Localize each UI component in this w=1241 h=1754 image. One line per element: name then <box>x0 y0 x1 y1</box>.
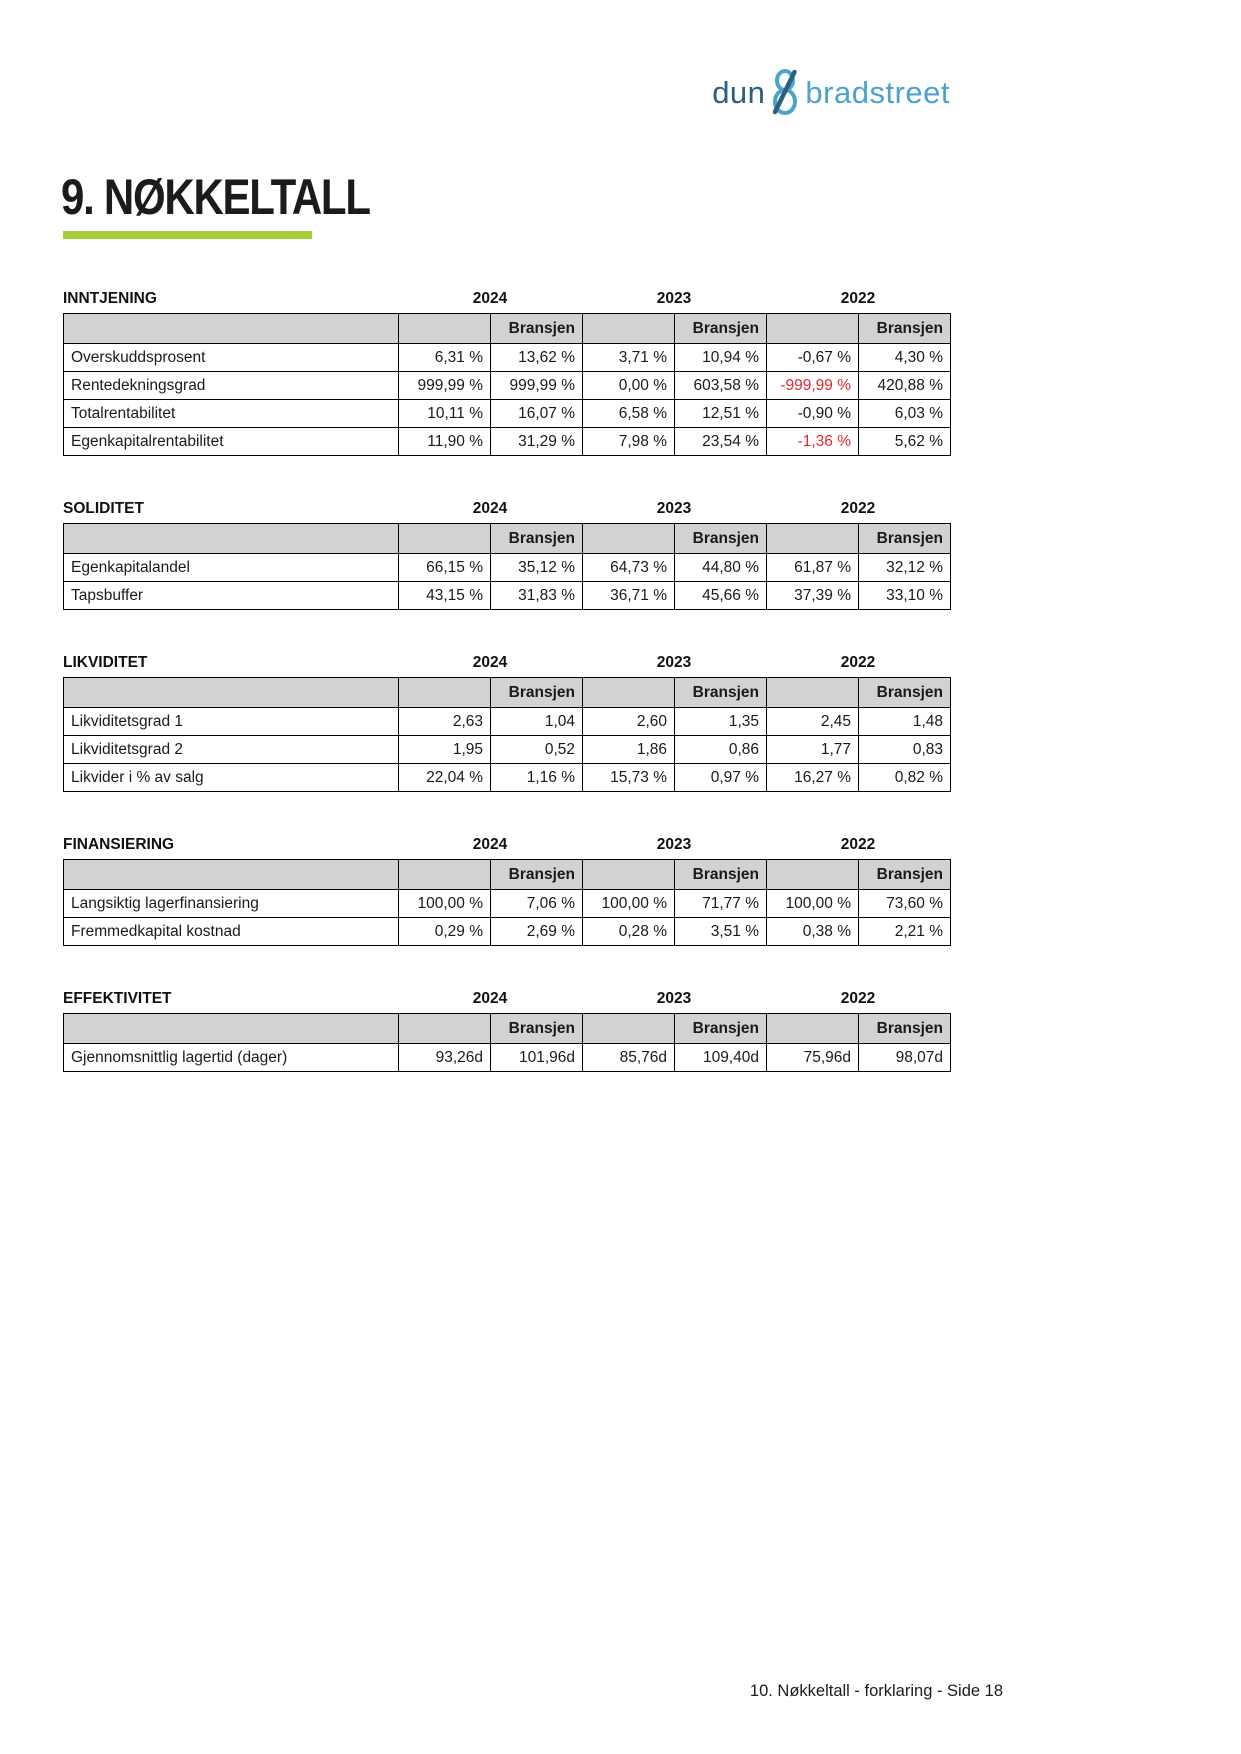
table-row <box>64 890 951 918</box>
table-row <box>64 400 951 428</box>
value-cell: 31,29 % <box>491 428 583 456</box>
value-cell: 1,86 <box>583 736 675 764</box>
value-cell: 73,60 % <box>859 890 951 918</box>
table-header-row <box>64 678 951 708</box>
row-label: Likvider i % av salg <box>64 764 399 792</box>
header-label-cell <box>64 314 399 344</box>
header-industry-cell: Bransjen <box>675 860 767 890</box>
value-cell: 0,28 % <box>583 918 675 946</box>
value-cell: 1,95 <box>399 736 491 764</box>
section-title: EFFEKTIVITET <box>63 990 172 1007</box>
value-cell: 44,80 % <box>675 554 767 582</box>
header-industry-cell: Bransjen <box>491 1014 583 1044</box>
value-cell: 0,97 % <box>675 764 767 792</box>
value-cell: 61,87 % <box>767 554 859 582</box>
title-underline <box>63 231 312 239</box>
value-cell: 101,96d <box>491 1044 583 1072</box>
page-title: 9. NØKKELTALL <box>61 169 370 225</box>
data-table-likviditet <box>63 677 951 792</box>
dun-bradstreet-logo <box>712 68 950 116</box>
value-cell: 0,29 % <box>399 918 491 946</box>
row-label: Rentedekningsgrad <box>64 372 399 400</box>
value-cell: 5,62 % <box>859 428 951 456</box>
year-label: 2023 <box>656 500 692 517</box>
value-cell: 93,26d <box>399 1044 491 1072</box>
header-value-cell <box>399 860 491 890</box>
year-label: 2024 <box>472 290 508 307</box>
table-header-row <box>64 314 951 344</box>
header-label-cell <box>64 860 399 890</box>
value-cell: 36,71 % <box>583 582 675 610</box>
value-cell: 85,76d <box>583 1044 675 1072</box>
data-table-finansiering <box>63 859 951 946</box>
year-label: 2023 <box>656 654 692 671</box>
year-label: 2023 <box>656 836 692 853</box>
header-industry-cell: Bransjen <box>859 1014 951 1044</box>
table-row <box>64 582 951 610</box>
year-label: 2022 <box>840 990 876 1007</box>
value-cell: 6,03 % <box>859 400 951 428</box>
header-value-cell <box>767 314 859 344</box>
data-table-soliditet <box>63 523 951 610</box>
logo-word-bradstreet: bradstreet <box>805 74 950 110</box>
table-row <box>64 554 951 582</box>
value-cell: 75,96d <box>767 1044 859 1072</box>
value-cell: 1,16 % <box>491 764 583 792</box>
header-industry-cell: Bransjen <box>859 314 951 344</box>
value-cell: 45,66 % <box>675 582 767 610</box>
row-label: Tapsbuffer <box>64 582 399 610</box>
value-cell: 2,63 <box>399 708 491 736</box>
header-value-cell <box>767 1014 859 1044</box>
header-value-cell <box>399 524 491 554</box>
year-label: 2023 <box>656 990 692 1007</box>
value-cell: 2,60 <box>583 708 675 736</box>
year-label: 2023 <box>656 290 692 307</box>
sections <box>63 290 950 1116</box>
year-label: 2024 <box>472 500 508 517</box>
value-cell: 109,40d <box>675 1044 767 1072</box>
value-cell: 999,99 % <box>399 372 491 400</box>
value-cell: 6,58 % <box>583 400 675 428</box>
header-industry-cell: Bransjen <box>859 860 951 890</box>
header-industry-cell: Bransjen <box>675 524 767 554</box>
value-cell: 13,62 % <box>491 344 583 372</box>
section-title: SOLIDITET <box>63 500 144 517</box>
row-label: Overskuddsprosent <box>64 344 399 372</box>
value-cell: 12,51 % <box>675 400 767 428</box>
value-cell: 603,58 % <box>675 372 767 400</box>
table-header-row <box>64 524 951 554</box>
value-cell: 98,07d <box>859 1044 951 1072</box>
year-label: 2022 <box>840 290 876 307</box>
value-cell: 7,06 % <box>491 890 583 918</box>
value-cell: 23,54 % <box>675 428 767 456</box>
section-title: INNTJENING <box>63 290 157 307</box>
value-cell: 1,48 <box>859 708 951 736</box>
value-cell: 11,90 % <box>399 428 491 456</box>
row-label: Langsiktig lagerfinansiering <box>64 890 399 918</box>
value-cell: 22,04 % <box>399 764 491 792</box>
table-row <box>64 344 951 372</box>
value-cell: 15,73 % <box>583 764 675 792</box>
value-cell: 16,27 % <box>767 764 859 792</box>
section-heading <box>63 500 950 518</box>
section-heading <box>63 836 950 854</box>
value-cell: 0,83 <box>859 736 951 764</box>
row-label: Egenkapitalrentabilitet <box>64 428 399 456</box>
value-cell: 16,07 % <box>491 400 583 428</box>
table-row <box>64 918 951 946</box>
row-label: Gjennomsnittlig lagertid (dager) <box>64 1044 399 1072</box>
value-cell: 100,00 % <box>767 890 859 918</box>
value-cell: 10,11 % <box>399 400 491 428</box>
value-cell: 0,38 % <box>767 918 859 946</box>
value-cell: 37,39 % <box>767 582 859 610</box>
data-table-inntjening <box>63 313 951 456</box>
table-header-row <box>64 1014 951 1044</box>
value-cell: 35,12 % <box>491 554 583 582</box>
table-row <box>64 736 951 764</box>
header-value-cell <box>399 678 491 708</box>
header-value-cell <box>583 1014 675 1044</box>
value-cell: 71,77 % <box>675 890 767 918</box>
row-label: Fremmedkapital kostnad <box>64 918 399 946</box>
value-cell: 31,83 % <box>491 582 583 610</box>
value-cell: 64,73 % <box>583 554 675 582</box>
value-cell: -0,90 % <box>767 400 859 428</box>
value-cell: 1,04 <box>491 708 583 736</box>
year-label: 2024 <box>472 990 508 1007</box>
value-cell: 2,21 % <box>859 918 951 946</box>
year-label: 2022 <box>840 654 876 671</box>
header-value-cell <box>399 1014 491 1044</box>
table-row <box>64 1044 951 1072</box>
logo-word-dun: dun <box>712 74 766 110</box>
row-label: Likviditetsgrad 1 <box>64 708 399 736</box>
data-table-effektivitet <box>63 1013 951 1072</box>
value-cell: 0,86 <box>675 736 767 764</box>
section-title: LIKVIDITET <box>63 654 148 671</box>
value-cell: 0,52 <box>491 736 583 764</box>
value-cell: 999,99 % <box>491 372 583 400</box>
header-value-cell <box>767 678 859 708</box>
value-cell: 3,51 % <box>675 918 767 946</box>
section-title: FINANSIERING <box>63 836 175 853</box>
section-heading <box>63 990 950 1008</box>
value-cell: 4,30 % <box>859 344 951 372</box>
value-cell: 33,10 % <box>859 582 951 610</box>
table-row <box>64 764 951 792</box>
value-cell: 66,15 % <box>399 554 491 582</box>
header-value-cell <box>583 860 675 890</box>
ampersand-icon <box>768 68 802 116</box>
year-label: 2024 <box>472 654 508 671</box>
value-cell: -1,36 % <box>767 428 859 456</box>
header-industry-cell: Bransjen <box>491 860 583 890</box>
header-value-cell <box>767 524 859 554</box>
header-value-cell <box>399 314 491 344</box>
value-cell: 6,31 % <box>399 344 491 372</box>
header-label-cell <box>64 524 399 554</box>
value-cell: 1,77 <box>767 736 859 764</box>
header-industry-cell: Bransjen <box>491 678 583 708</box>
header-industry-cell: Bransjen <box>675 678 767 708</box>
value-cell: 43,15 % <box>399 582 491 610</box>
value-cell: 32,12 % <box>859 554 951 582</box>
header-industry-cell: Bransjen <box>491 524 583 554</box>
table-row <box>64 428 951 456</box>
header-value-cell <box>767 860 859 890</box>
year-label: 2022 <box>840 836 876 853</box>
value-cell: 0,82 % <box>859 764 951 792</box>
value-cell: -999,99 % <box>767 372 859 400</box>
table-row <box>64 372 951 400</box>
header-industry-cell: Bransjen <box>675 1014 767 1044</box>
header-industry-cell: Bransjen <box>859 524 951 554</box>
value-cell: 100,00 % <box>399 890 491 918</box>
page-footer: 10. Nøkkeltall - forklaring - Side 18 <box>749 1682 1003 1700</box>
header-industry-cell: Bransjen <box>859 678 951 708</box>
value-cell: 0,00 % <box>583 372 675 400</box>
year-label: 2022 <box>840 500 876 517</box>
value-cell: 2,45 <box>767 708 859 736</box>
year-label: 2024 <box>472 836 508 853</box>
row-label: Egenkapitalandel <box>64 554 399 582</box>
table-header-row <box>64 860 951 890</box>
row-label: Totalrentabilitet <box>64 400 399 428</box>
header-industry-cell: Bransjen <box>675 314 767 344</box>
table-row <box>64 708 951 736</box>
header-value-cell <box>583 524 675 554</box>
value-cell: 7,98 % <box>583 428 675 456</box>
value-cell: 1,35 <box>675 708 767 736</box>
header-value-cell <box>583 314 675 344</box>
value-cell: 2,69 % <box>491 918 583 946</box>
row-label: Likviditetsgrad 2 <box>64 736 399 764</box>
header-industry-cell: Bransjen <box>491 314 583 344</box>
section-heading <box>63 290 950 308</box>
header-label-cell <box>64 1014 399 1044</box>
section-heading <box>63 654 950 672</box>
value-cell: 3,71 % <box>583 344 675 372</box>
value-cell: 100,00 % <box>583 890 675 918</box>
header-value-cell <box>583 678 675 708</box>
value-cell: 10,94 % <box>675 344 767 372</box>
value-cell: -0,67 % <box>767 344 859 372</box>
value-cell: 420,88 % <box>859 372 951 400</box>
header-label-cell <box>64 678 399 708</box>
